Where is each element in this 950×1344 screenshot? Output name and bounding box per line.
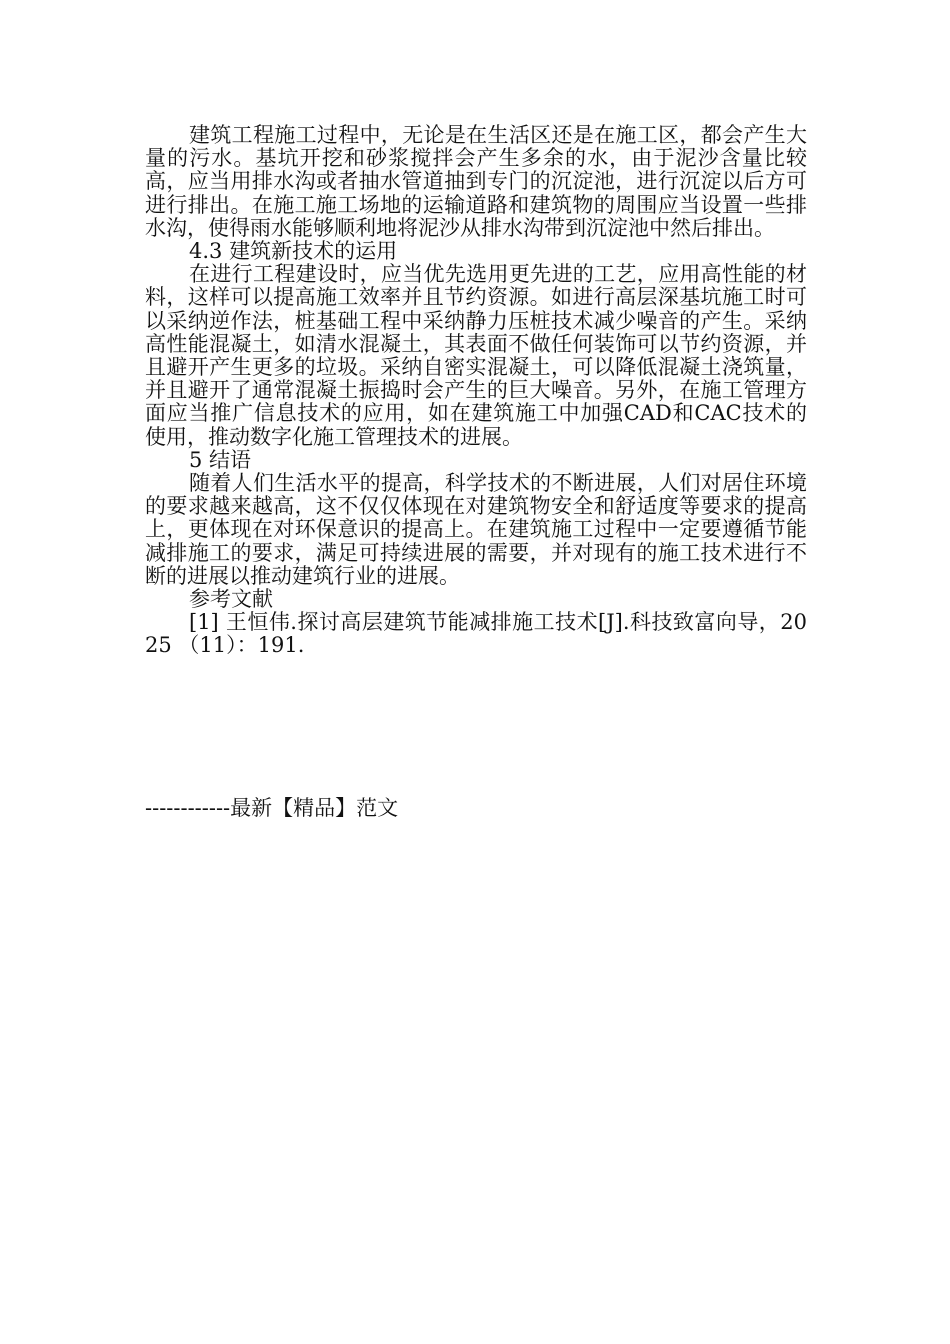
paragraph-conclusion: 随着人们生活水平的提高，科学技术的不断进展，人们对居住环境的要求越来越高，这不仅仅体现在对建筑物安全和舒适度等要求的提高上，更体现在对环保意识的提高上。在建筑施工过程中一定要遵循节能减排施工的要求，满足可持续进展的需要，并对现有的施工技术进行不断的进展以推动建筑行业的进展。 — [145, 471, 807, 588]
paragraph-wastewater: 建筑工程施工过程中，无论是在生活区还是在施工区，都会产生大量的污水。基坑开挖和砂浆搅拌会产生多余的水，由于泥沙含量比较高，应当用排水沟或者抽水管道抽到专门的沉淀池，进行沉淀以后方可进行排出。在施工施工场地的运输道路和建筑物的周围应当设置一些排水沟，使得雨水能够顺利地将泥沙从排水沟带到沉淀池中然后排出。 — [145, 123, 807, 240]
paragraph-new-tech: 在进行工程建设时，应当优先选用更先进的工艺，应用高性能的材料，这样可以提高施工效率并且节约资源。如进行高层深基坑施工时可以采纳逆作法，桩基础工程中采纳静力压桩技术减少噪音的产生。采纳高性能混凝土，如清水混凝土，其表面不做任何装饰可以节约资源，并且避开产生更多的垃圾。采纳自密实混凝土，可以降低混凝土浇筑量，并且避开了通常混凝土振捣时会产生的巨大噪音。另外，在施工管理方面应当推广信息技术的应用，如在建筑施工中加强CAD和CAC技术的使用，推动数字化施工管理技术的进展。 — [145, 262, 807, 449]
document-body — [145, 124, 807, 658]
section-heading-conclusion: 5 结语 — [189, 447, 252, 472]
reference-item: [1] 王恒伟.探讨高层建筑节能减排施工技术[J].科技致富向导，2025 （11）：191. — [145, 610, 807, 658]
references-heading: 参考文献 — [189, 587, 273, 612]
page-footer: ------------最新【精品】范文 — [145, 796, 399, 820]
section-heading-new-tech: 4.3 建筑新技术的运用 — [189, 239, 398, 264]
